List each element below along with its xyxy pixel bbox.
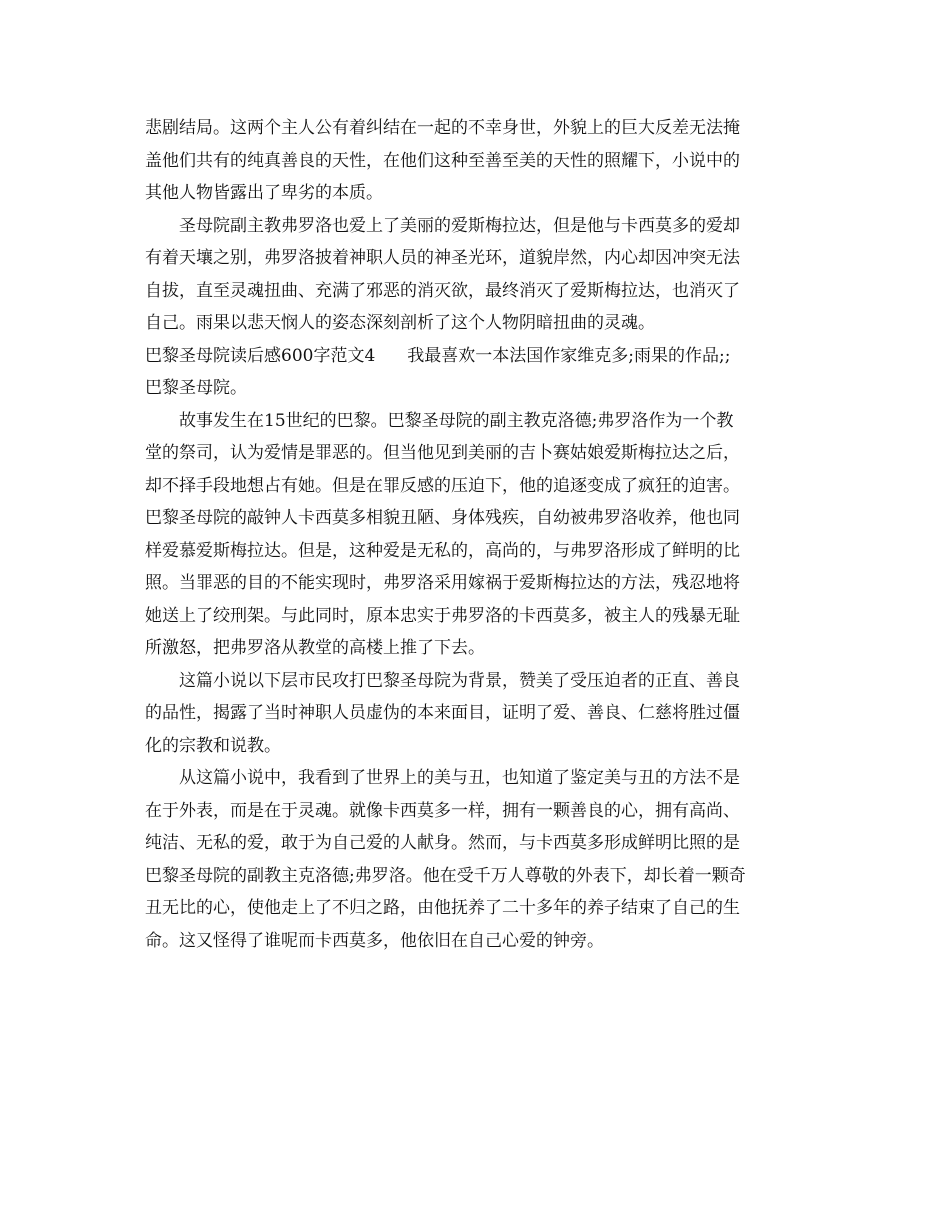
text-line: 丑无比的心，使他走上了不归之路，由他抚养了二十多年的养子结束了自己的生 <box>145 898 740 918</box>
document-page <box>145 112 805 957</box>
section-heading-line <box>145 340 805 373</box>
text-line: 纯洁、无私的爱，敢于为自己爱的人献身。然而，与卡西莫多形成鲜明比照的是 <box>145 833 740 853</box>
text-line: 她送上了绞刑架。与此同时，原本忠实于弗罗洛的卡西莫多，被主人的残暴无耻 <box>145 605 740 626</box>
text-line: 照。当罪恶的目的不能实现时，弗罗洛采用嫁祸于爱斯梅拉达的方法，残忍地将 <box>145 573 740 593</box>
text-line: 所激怒，把弗罗洛从教堂的高楼上推了下去。 <box>145 638 485 658</box>
text-line: 其他人物皆露出了卑劣的本质。 <box>145 183 383 203</box>
text-line: 样爱慕爱斯梅拉达。但是，这种爱是无私的，高尚的，与弗罗洛形成了鲜明的比 <box>145 540 740 561</box>
text-line: 在于外表，而是在于灵魂。就像卡西莫多一样，拥有一颗善良的心，拥有高尚、 <box>145 800 740 821</box>
text-line: 巴黎圣母院的敲钟人卡西莫多相貌丑陋、身体残疾，自幼被弗罗洛收养，他也同 <box>145 508 740 528</box>
section-title: 巴黎圣母院读后感600字范文4 <box>145 345 376 366</box>
text-line: 有着天壤之别，弗罗洛披着神职人员的神圣光环，道貌岸然，内心却因冲突无法 <box>145 248 740 268</box>
text-line: 故事发生在15世纪的巴黎。巴黎圣母院的副主教克洛德;弗罗洛作为一个教 <box>179 410 734 431</box>
text-line: 盖他们共有的纯真善良的天性，在他们这种至善至美的天性的照耀下，小说中的 <box>145 150 740 171</box>
section-heading-text: 我最喜欢一本法国作家维克多;雨果的作品;; <box>407 345 731 366</box>
paragraph <box>145 112 805 210</box>
section-heading-paragraph <box>145 340 805 405</box>
text-line: 巴黎圣母院。 <box>145 378 247 398</box>
paragraph <box>145 762 805 957</box>
text-line: 的品性，揭露了当时神职人员虚伪的本来面目，证明了爱、善良、仁慈将胜过僵 <box>145 703 740 723</box>
text-line: 自己。雨果以悲天悯人的姿态深刻剖析了这个人物阴暗扭曲的灵魂。 <box>145 313 655 333</box>
text-line: 自拔，直至灵魂扭曲、充满了邪恶的消灭欲，最终消灭了爱斯梅拉达，也消灭了 <box>145 280 740 301</box>
text-line: 圣母院副主教弗罗洛也爱上了美丽的爱斯梅拉达，但是他与卡西莫多的爱却 <box>179 215 740 236</box>
text-line: 巴黎圣母院的副教主克洛德;弗罗洛。他在受千万人尊敬的外表下，却长着一颗奇 <box>145 865 746 886</box>
paragraph <box>145 210 805 340</box>
text-line: 从这篇小说中，我看到了世界上的美与丑，也知道了鉴定美与丑的方法不是 <box>179 768 740 788</box>
text-line: 命。这又怪得了谁呢而卡西莫多，他依旧在自己心爱的钟旁。 <box>145 930 604 951</box>
text-line: 这篇小说以下层市民攻打巴黎圣母院为背景，赞美了受压迫者的正直、善良 <box>179 670 740 691</box>
text-line: 堂的祭司，认为爱情是罪恶的。但当他见到美丽的吉卜赛姑娘爱斯梅拉达之后， <box>145 443 740 463</box>
paragraph <box>145 405 805 665</box>
text-line: 化的宗教和说教。 <box>145 735 281 756</box>
text-line: 悲剧结局。这两个主人公有着纠结在一起的不幸身世，外貌上的巨大反差无法掩 <box>145 118 740 138</box>
paragraph <box>145 665 805 763</box>
text-line: 却不择手段地想占有她。但是在罪反感的压迫下，他的追逐变成了疯狂的迫害。 <box>145 475 740 496</box>
